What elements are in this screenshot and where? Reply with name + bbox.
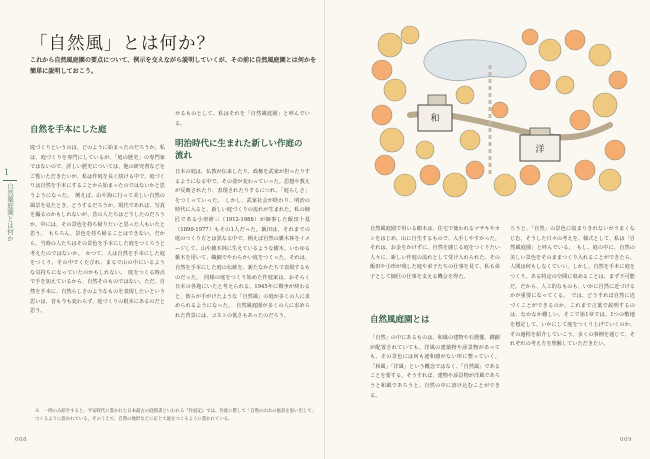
section-heading-meiji: 明治時代に生まれた新しい作庭の流れ <box>175 139 303 161</box>
footnote: ※ 一例のみ紹介すると、平安時代に書かれた日本最古の庭園書といわれる『作庭記』では、作庭に際して「自然の山水の風景を思い出して」つくるように説かれている。そのうえで、自然の地形などに応じて庭をつくるように書かれている。 <box>35 409 314 422</box>
page-title: 「自然風」とは何か？ <box>30 34 215 54</box>
page-number-right: 009 <box>620 437 632 443</box>
section-heading-natural-garden: 自然風庭園とは <box>370 315 430 325</box>
body-column-1: 庭づくりというのは、どのように始まったのだろうか。私は、庭づくりを専門にしているが、「庭の歴史」の専門家ではないので、詳しい歴史については、他の研究書などをご覧いただきたいが、私は作庭を長く続ける中で、庭づくりは自然を手本にすることから始まったのではないかと思うようになった。 例えば、山や海に行って美しい自然の風景を見たとき、どうするだろうか。現代であれば、写真を撮るのかもしれないが、昔の人たちはどうしたのだろうか。中には、その景色を持ち帰りたいと思った人もいたと思う。 もちろん、景色を持ち帰ることはできない。だから、当時の人たちはその景色を手本にした庭をつくろうと考えたのではないか。 かつて、人は自然を手本にした庭をつくり、その中でくたびれ、まるで山の中にいるような気持ちになっていたのかもしれない。 庭をつくる時点で手を加えているから、自然そのものではない。ただ、自然を手本に、自然らしさのようなものを表現したいという思いは、昔も今も変わらず、庭づくりの根本にあるのだと思う。 <box>30 145 165 315</box>
body-column-4: ろうと、「自然」の景色に収まりきれないがうまくなじむ、そうした日々の考えを、様式として、私は「自然風庭園」と呼んでいる。 もし、庭の中に、自然の美しい景色をそのままつくり入れることができたら、人間は何もしなくていい。しかし、自然を手本に庭をつくり、ある特定の空間に収めることは、まず不可能だ。だから、人工的なものも、いかに自然に近づけるかが重要になってくる。 では、どうすれば自然に近づくことができるのか。これまで言葉で説明するのは、なかなか難しい。そこで第1章では、1つの敷地を想定して、いかにして庭をつくり上げていくのか、その過程を紹介していこう。多くの事例を通じて、それぞれの考え方を理解していただきたい。 <box>510 226 635 348</box>
body-column-3a: 自然風庭園で用いる樹木は、住宅で使われるマサキやカシをはじめ、山に自生するもので、入手しやすかった。それは、お金をかけずに、自然を感じる庭をつくりたい人々に、新しい作庭の流れとして受け入れられた。その飯田や小形が残した庭や弟子たちの仕事を見て、私も弟子として師匠の仕事を支える機会を得た。 <box>370 226 500 280</box>
section-heading-nature: 自然を手本にした庭 <box>30 125 107 135</box>
chapter-side-label: 自然風庭園とは何か <box>6 183 14 242</box>
lead-text: これから自然風庭園の要点について、例示を交えながら説明していくが、その前に自然風庭園とは何かを簡単に説明しておこう。 <box>30 57 317 75</box>
house-label-wa: 和 <box>430 114 440 124</box>
body-column-2b: 日本の庭は、仏教が伝来したり、政権を武家が担ったりするようになる中で、その姿が変わっていった。思想や教えが反映されたり、表現されたりするにつれ、「庭らしさ」をつくっていった。 しかし、武家社会が終わり、明治の時代に入ると、新しい庭づくりの流れが生まれた。私の師匠である小形研三（1912-1988）が師事した飯田十基（1890-1977）もその1人だった。飯田は、それまでの庭のつくり方とは異なる中で、例えば自然の雑木林をイメージして、山や雑木林に生えているような樹木、いわゆる雑木を用いて、織細でやわらかい庭をつくった。それは、自然を手本にした庭の伝統を、新たなかたちで表現するものだった。 同様の庭をつくり始めた作庭家は、おそらく日本の各地にいたと考えられる。1945年に戦争が終わると、彼らが手がけたような「自然風」の庭が多くの人に求められるようになった。 自然風庭園が多くの人に求められた背景には、コストの低さもあったのだろう。 <box>175 169 310 319</box>
page-number-left: 008 <box>15 437 27 443</box>
body-column-3b: 「自然」の中にあるものは、和風の建物や石燈籠、蹲踞が配置されていても、洋風の建築物や添景物があっても、その景色には何も違和感がない形に整っていく。「和風」「洋風」という概念ではなく、「自然風」であることを要する。そうすれば、建物や添景物が洋風であろうと和風であろうと、自然の中に溶け込むことができる。 <box>370 335 500 399</box>
body-column-2a: せるものとして、私はそれを「自然風庭園」と呼んでいる。 <box>175 111 310 127</box>
chapter-number: 1 <box>4 168 10 177</box>
house-label-yo: 洋 <box>535 145 545 155</box>
chapter-divider <box>3 180 17 181</box>
right-page <box>325 0 650 459</box>
